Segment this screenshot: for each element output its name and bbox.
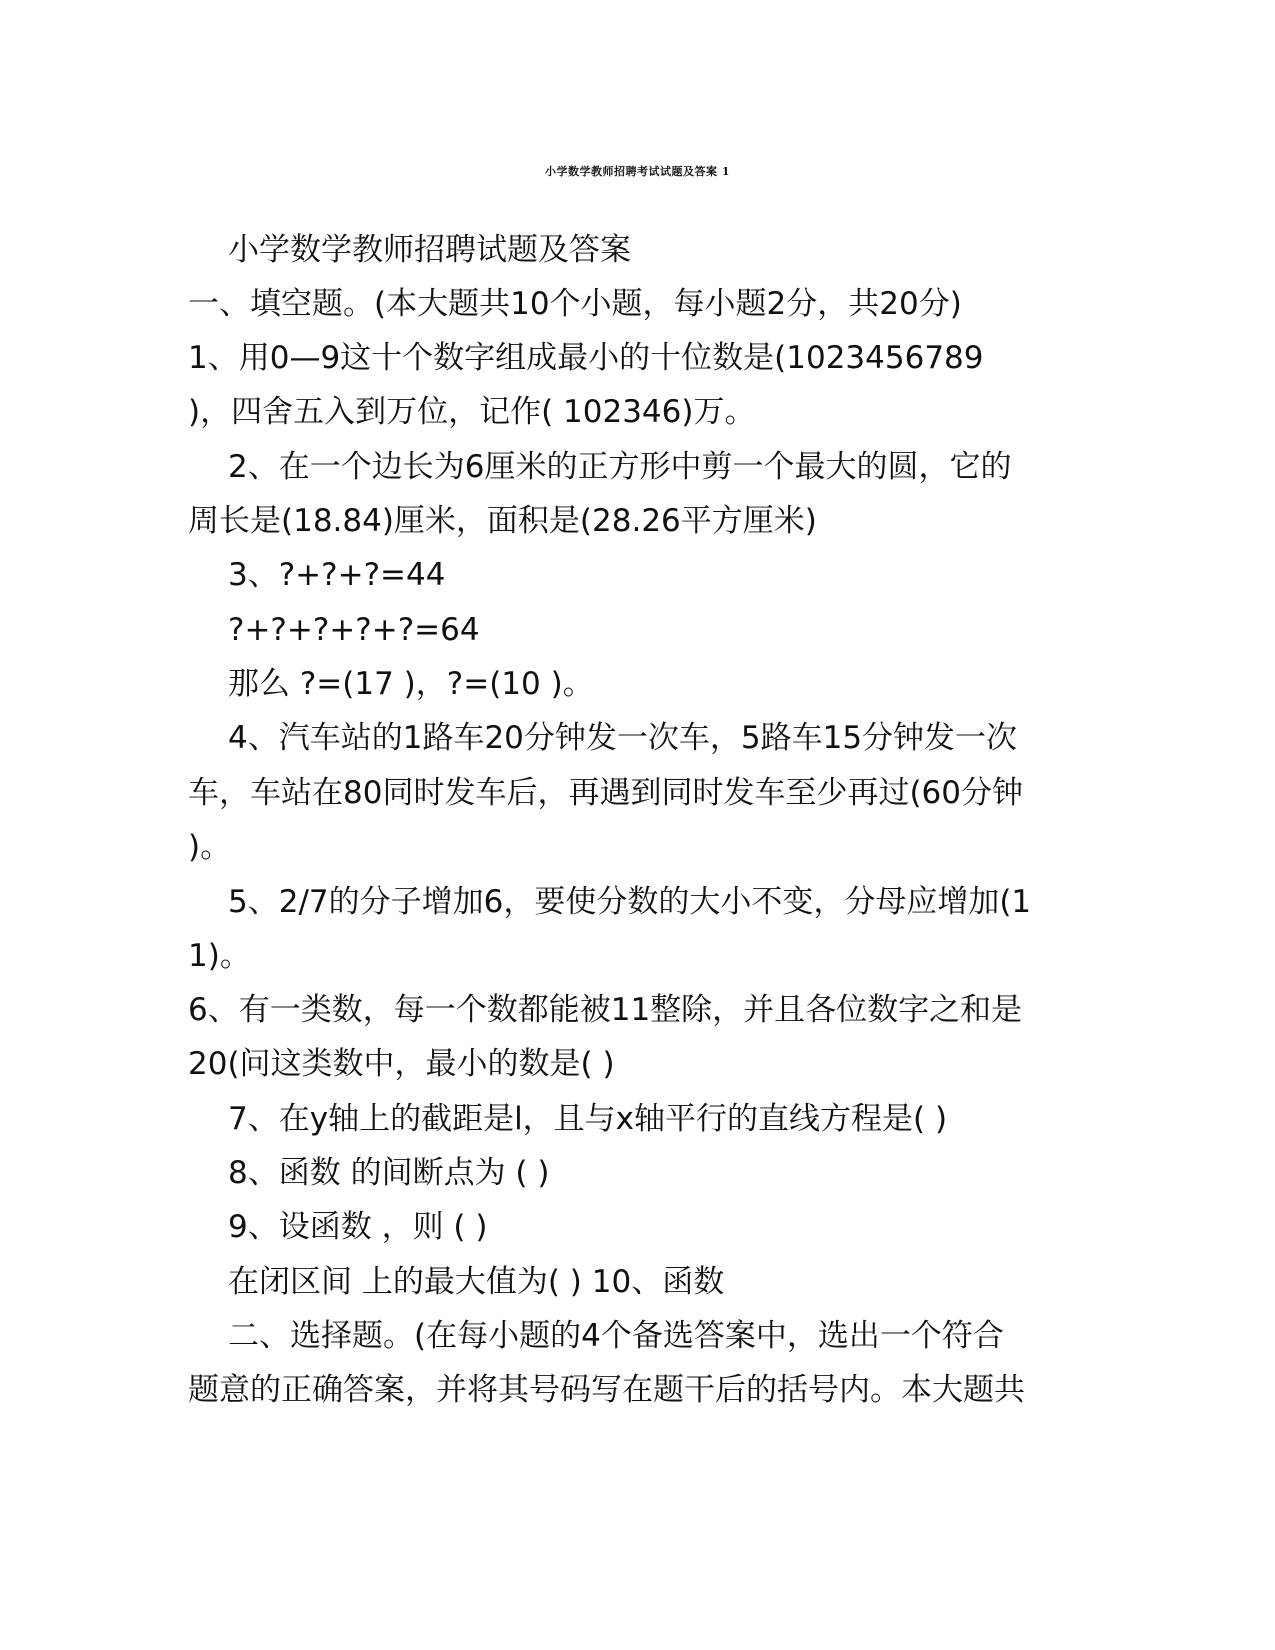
subtitle-line: 小学数学教师招聘试题及答案 (228, 232, 631, 268)
question-2-line-1: 2、在一个边长为6厘米的正方形中剪一个最大的圆，它的 (228, 449, 1012, 485)
document-title: 小学数学教师招聘考试试题及答案 1 (545, 165, 730, 178)
question-5-line-2: 1)。 (188, 938, 251, 974)
question-9-10-line: 在闭区间 上的最大值为( ) 10、函数 (228, 1264, 725, 1300)
section-heading-fill-in: 一、填空题。(本大题共10个小题，每小题2分，共20分) (188, 286, 962, 322)
section-heading-choice-line-1: 二、选择题。(在每小题的4个备选答案中，选出一个符合 (228, 1318, 1004, 1354)
question-2-line-2: 周长是(18.84)厘米，面积是(28.26平方厘米) (188, 503, 817, 539)
question-6-line-2: 20(问这类数中，最小的数是( ) (188, 1046, 615, 1082)
question-3-line-1: 3、?+?+?=44 (228, 557, 446, 593)
question-4-line-2: 车，车站在80同时发车后，再遇到同时发车至少再过(60分钟 (188, 775, 1023, 811)
question-9-line: 9、设函数 ，则 ( ) (228, 1209, 488, 1245)
question-1-line-2: )，四舍五入到万位，记作( 102346)万。 (188, 394, 756, 430)
question-1-line-1: 1、用0—9这十个数字组成最小的十位数是(1023456789 (188, 340, 984, 376)
question-8-line: 8、函数 的间断点为 ( ) (228, 1155, 550, 1191)
question-4-line-3: )。 (188, 829, 232, 865)
question-5-line-1: 5、2/7的分子增加6，要使分数的大小不变，分母应增加(1 (228, 884, 1032, 920)
question-6-line-1: 6、有一类数，每一个数都能被11整除，并且各位数字之和是 (188, 992, 1023, 1028)
question-7-line: 7、在y轴上的截距是l，且与x轴平行的直线方程是( ) (228, 1101, 948, 1137)
question-3-line-3: 那么 ?=(17 )，?=(10 )。 (228, 666, 594, 702)
question-4-line-1: 4、汽车站的1路车20分钟发一次车，5路车15分钟发一次 (228, 720, 1018, 756)
section-heading-choice-line-2: 题意的正确答案，并将其号码写在题干后的括号内。本大题共 (188, 1372, 1025, 1408)
question-3-line-2: ?+?+?+?+?=64 (228, 612, 480, 648)
